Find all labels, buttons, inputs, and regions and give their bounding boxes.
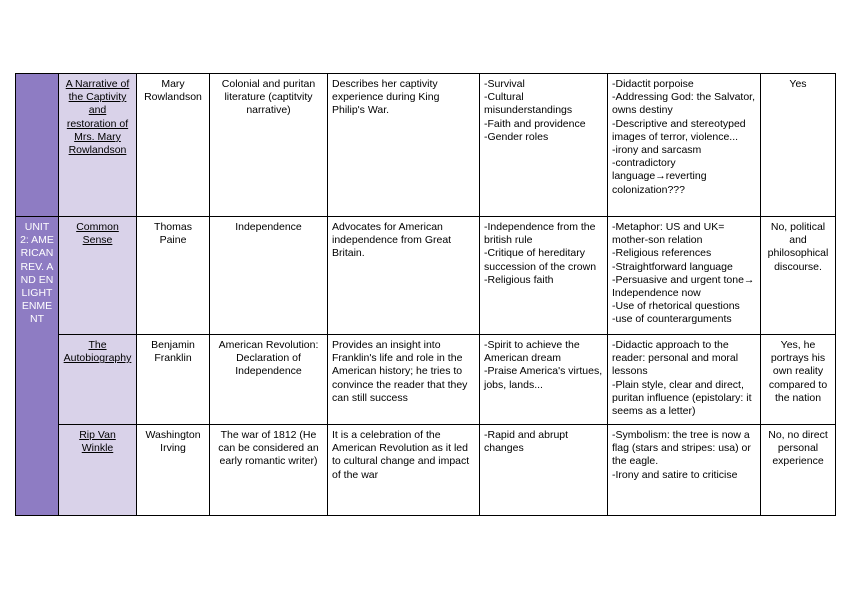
style-item: -Addressing God: the Salvator, owns destiny [612,91,755,117]
work-title-cell[interactable] [59,425,137,516]
style-cell [608,335,761,425]
reality-cell: No, no direct personal experience [761,425,836,516]
themes-cell [480,74,608,217]
style-item: -Didactic approach to the reader: personal and moral lessons [612,339,739,378]
work-title-link[interactable]: Common Sense [76,221,119,247]
style-cell [608,74,761,217]
literature-table [15,73,836,516]
work-title-cell[interactable] [59,74,137,217]
theme-item: -Gender roles [484,130,549,143]
theme-item: -Rapid and abrupt changes [484,429,569,455]
summary-cell: Provides an insight into Franklin's life and role in the American history; he tries to convince the reader that they can still success [328,335,480,425]
style-item: -Religious references [612,247,712,260]
style-item: -Irony and satire to criticise [612,468,738,481]
theme-item: -Cultural misunderstandings [484,91,573,117]
theme-item: -Praise America's virtues, jobs, lands... [484,365,603,391]
author-cell: Benjamin Franklin [137,335,210,425]
work-title-cell[interactable] [59,217,137,335]
style-item: -Straightforward language [612,260,733,273]
author-cell: Washington Irving [137,425,210,516]
style-item: -Didactit porpoise [612,78,694,90]
theme-item: -Spirit to achieve the American dream [484,339,580,365]
table-row [16,425,836,516]
style-item: -Use of rhetorical questions [612,300,740,313]
reality-cell: Yes [761,74,836,217]
work-title-link[interactable]: A Narrative of the Captivity and restoration of Mrs. Mary Rowlandson [65,78,130,157]
context-cell: Colonial and puritan literature (captitvity narrative) [210,74,328,217]
style-item: -use of counterarguments [612,313,732,326]
unit-cell-top [16,74,59,217]
reality-cell: No, political and philosophical discourse. [761,217,836,335]
style-item: -Descriptive and stereotyped images of terror, violence... [612,117,746,143]
work-title-link[interactable]: The Autobiography [63,339,132,365]
author-cell: Mary Rowlandson [137,74,210,217]
table-row [16,74,836,217]
style-cell [608,425,761,516]
unit-label: UNIT 2: AMERICAN REV. AND ENLIGHTENMENT [16,217,59,516]
theme-item: -Religious faith [484,273,554,286]
themes-cell [480,335,608,425]
work-title-link[interactable]: Rip Van Winkle [79,429,116,455]
style-item: -Persuasive and urgent tone→ Independence now [612,273,755,300]
themes-cell [480,425,608,516]
summary-cell: It is a celebration of the American Revolution as it led to cultural change and impact of the war [328,425,480,516]
reality-cell: Yes, he portrays his own reality compared to the nation [761,335,836,425]
summary-cell: Describes her captivity experience during King Philip's War. [328,74,480,217]
work-title-cell[interactable] [59,335,137,425]
style-item: -Plain style, clear and direct, puritan influence (epistolary: it seems as a letter) [612,378,752,418]
context-cell: American Revolution: Declaration of Independence [210,335,328,425]
themes-cell [480,217,608,335]
style-item: -contradictory language→reverting colonization??? [612,157,707,196]
theme-item: -Independence from the british rule [484,221,596,247]
table-row [16,335,836,425]
style-cell [608,217,761,335]
author-cell: Thomas Paine [137,217,210,335]
theme-item: -Faith and providence [484,117,586,130]
theme-item: -Survival [484,78,525,90]
context-cell: The war of 1812 (He can be considered an early romantic writer) [210,425,328,516]
style-item: -Symbolism: the tree is now a flag (stars and stripes: usa) or the eagle. [612,429,751,468]
style-item: -irony and sarcasm [612,144,702,157]
table-row [16,217,836,335]
style-item: -Metaphor: US and UK= mother-son relation [612,221,725,247]
theme-item: -Critique of hereditary succession of the crown [484,247,597,273]
context-cell: Independence [210,217,328,335]
summary-cell: Advocates for American independence from Great Britain. [328,217,480,335]
